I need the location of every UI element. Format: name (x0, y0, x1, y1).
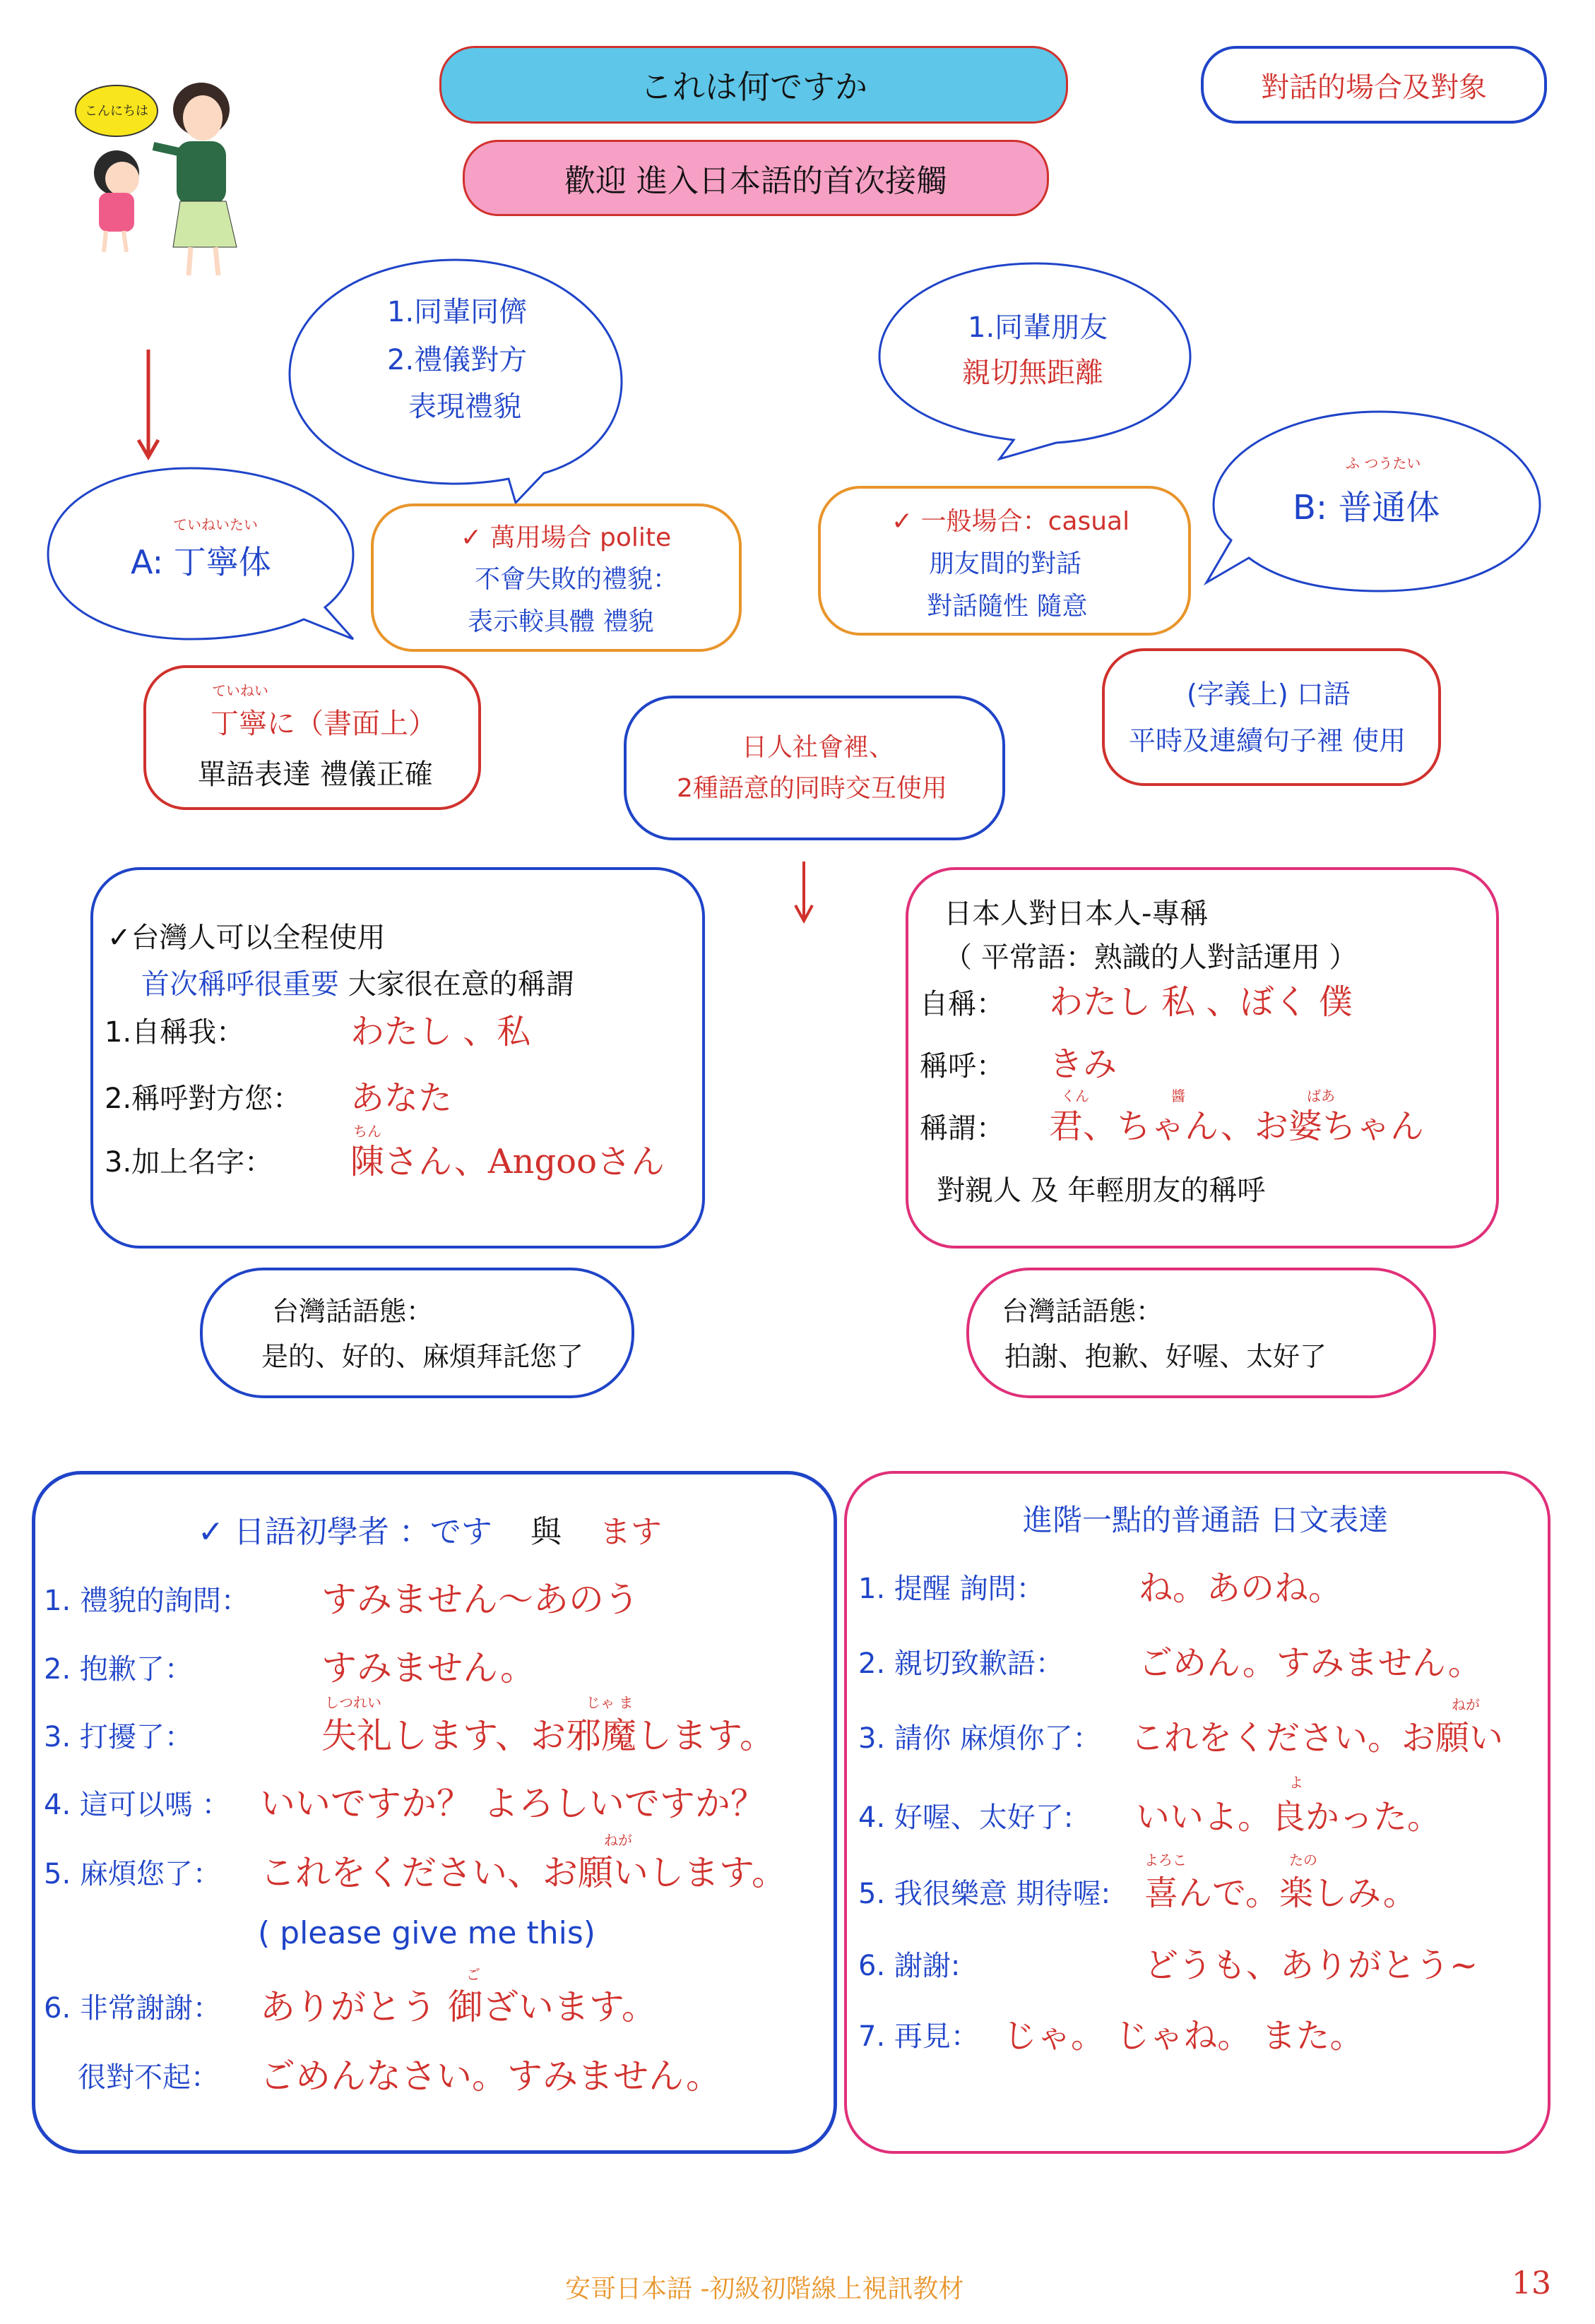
taiwan-line1 (107, 915, 386, 955)
teinei-ni-line2: 單語表達 禮儀正確 (198, 758, 433, 791)
taiwan-line1-text: ✓台灣人可以全程使用 (107, 922, 386, 954)
advanced-row1-label: 1. 提醒 詢問： (858, 1573, 1045, 1605)
advanced-row4-value: いいよ。良かった。 (1136, 1797, 1442, 1837)
beginner-ruby-go: ご (466, 1966, 480, 1983)
kougo-line1: (字義上) 口語 (1187, 679, 1351, 710)
beginner-row3-value: 失礼します、お邪魔します。 (321, 1715, 775, 1756)
advanced-ruby-yo: よ (1289, 1774, 1303, 1791)
advanced-row4-label: 4. 好喔、太好了: (858, 1801, 1074, 1834)
advanced-row6-label: 6. 謝謝: (858, 1950, 961, 1982)
speech-text: こんにちは (85, 104, 148, 119)
greeting-illustration (67, 67, 258, 279)
japan-ruby-baa: ばあ (1307, 1087, 1335, 1104)
beginner-row5-value: これをください、お願いします。 (260, 1852, 787, 1893)
japan-row2-value: きみ (1049, 1044, 1117, 1084)
taiwan-talk-left-line1: 台灣話語態： (272, 1296, 434, 1327)
page-number: 13 (1512, 2265, 1551, 2301)
topic-label: 對話的場合及對象 (1201, 46, 1547, 124)
beginner-title-with: 與 (530, 1514, 562, 1550)
beginner-title-check: ✓ 日語初學者 ：です (198, 1514, 492, 1550)
beginner-row5-english: ( please give me this) (258, 1915, 595, 1951)
beginner-row2-value: すみません。 (321, 1647, 535, 1688)
beginner-row6-label: 6. 非常謝謝： (44, 1992, 221, 2025)
center-line2: 2種語意的同時交互使用 (677, 774, 947, 803)
advanced-row3-value: これをください。お願い (1130, 1718, 1504, 1758)
taiwan-line2-blue: 首次稱呼很重要 (141, 968, 339, 1001)
casual-line3: 對話隨性 隨意 (927, 592, 1088, 621)
polite-line1: ✓ 萬用場合 polite (461, 523, 672, 552)
taiwan-row3-label: 3.加上名字： (105, 1146, 273, 1179)
arrow-down-icon (134, 350, 162, 463)
center-line1: 日人社會裡、 (742, 733, 895, 762)
beginner-row1-value: すみません〜あのう (321, 1579, 639, 1620)
taiwan-talk-right-box (966, 1268, 1436, 1398)
taiwan-talk-right-line1: 台灣話語態： (1002, 1296, 1163, 1327)
arrow-down-small-icon (790, 862, 818, 925)
advanced-row2-label: 2. 親切致歉語： (858, 1647, 1064, 1680)
beginner-row4-value: いいですか？ よろしいですか？ (260, 1783, 766, 1824)
taiwan-row2-label: 2.稱呼對方您： (105, 1083, 302, 1115)
taiwan-row2-value: あなた (350, 1078, 453, 1118)
beginner-row4-label: 4. 這可以嗎 ： (44, 1789, 230, 1821)
advanced-row3-label: 3. 請你 麻煩你了： (858, 1722, 1101, 1755)
taiwan-row1-value: わたし 、私 (350, 1012, 531, 1051)
polite-line2: 不會失敗的禮貌： (475, 565, 679, 594)
japan-row3-value: 君、ちゃん、お婆ちゃん (1049, 1107, 1424, 1146)
taiwan-line2-black: 大家很在意的稱謂 (339, 968, 574, 1001)
bubble-right-text2: 親切無距離 (962, 357, 1103, 389)
japan-row1-value: わたし 私 、ぼく 僕 (1049, 982, 1353, 1022)
advanced-ruby-yoroko: よろこ (1144, 1852, 1187, 1869)
teinei-ni-line1: 丁寧に（書面上） (211, 708, 437, 740)
japan-line1: 日本人對日本人-專稱 (944, 898, 1209, 930)
japan-row3-label: 稱謂： (920, 1112, 1004, 1145)
taiwan-row1-label: 1.自稱我： (105, 1016, 245, 1049)
beginner-row5-label: 5. 麻煩您了： (44, 1858, 221, 1890)
advanced-row7-value: じゃ。 じゃね。 また。 (1003, 2016, 1364, 2056)
japan-row1-label: 自稱： (920, 988, 1004, 1020)
beginner-title-masu: ます (599, 1514, 662, 1550)
polite-line3: 表示較具體 禮貌 (468, 607, 654, 636)
bubble-left-text3: 表現禮貌 (408, 391, 521, 423)
footer-text: 安哥日本語 -初級初階線上視訊教材 (565, 2275, 964, 2304)
advanced-ruby-nega: ねが (1452, 1696, 1480, 1713)
advanced-row6-value: どうも、ありがとう~ (1144, 1945, 1478, 1985)
advanced-row1-value: ね。あのね。 (1139, 1568, 1343, 1608)
advanced-row7-label: 7. 再見： (858, 2020, 979, 2053)
taiwan-row3-ruby: ちん (353, 1123, 381, 1140)
japan-footer: 對親人 及 年輕朋友的稱呼 (937, 1174, 1266, 1207)
advanced-title: 進階一點的普通語 日文表達 (1023, 1503, 1389, 1537)
taiwan-row3-value: 陳さん、Angooさん (350, 1142, 665, 1181)
beginner-ruby-shitsurei: しつれい (325, 1694, 381, 1711)
taiwan-line2 (141, 962, 574, 1002)
teinei-ruby: ていねいたい (173, 516, 258, 533)
subtitle-banner: 歡迎 進入日本語的首次接觸 (463, 140, 1049, 216)
beginner-row2-label: 2. 抱歉了： (44, 1653, 193, 1686)
casual-line1: ✓ 一般場合：casual (891, 507, 1130, 536)
japan-line2: （ 平常語：熟識的人對話運用 ） (944, 941, 1358, 974)
advanced-ruby-tano: たの (1289, 1852, 1317, 1869)
bubble-right-text1: 1.同輩朋友 (968, 311, 1108, 344)
beginner-title (198, 1506, 662, 1551)
taiwan-talk-left-box (200, 1268, 634, 1398)
beginner-ruby-nega: ねが (604, 1832, 632, 1849)
beginner-row6-value: ありがとう 御ざいます。 (260, 1986, 657, 2027)
beginner-row1-label: 1. 禮貌的詢問： (44, 1585, 249, 1617)
futsuu-label: B: 普通体 (1293, 488, 1440, 528)
casual-line2: 朋友間的對話 (929, 549, 1082, 578)
advanced-row5-label: 5. 我很樂意 期待喔: (858, 1878, 1111, 1910)
beginner-row7-label: 很對不起： (78, 2061, 219, 2094)
bubble-left-text1-full: 1.同輩同儕 (387, 296, 528, 328)
advanced-row5-value: 喜んで。楽しみ。 (1144, 1873, 1417, 1913)
advanced-row2-value: ごめん。すみません。 (1139, 1643, 1482, 1683)
taiwan-talk-right-line2: 拍謝、抱歉、好喔、太好了 (1004, 1341, 1327, 1372)
teinei-ni-ruby: ていねい (212, 682, 268, 699)
japan-ruby-jiang: 醬 (1171, 1087, 1185, 1104)
kougo-line2: 平時及連續句子裡 使用 (1129, 725, 1406, 756)
bubble-left-text2: 2.禮儀對方 (387, 344, 528, 376)
japan-row2-label: 稱呼： (920, 1050, 1004, 1083)
teinei-label: A: 丁寧体 (131, 543, 271, 581)
beginner-row3-label: 3. 打擾了： (44, 1721, 193, 1753)
futsuu-ruby: ふ つうたい (1346, 455, 1421, 472)
beginner-row7-value: ごめんなさい。すみません。 (260, 2056, 721, 2097)
page-title: これは何ですか (439, 46, 1068, 124)
kougo-box (1102, 648, 1441, 786)
taiwan-talk-left-line2: 是的、好的、麻煩拜託您了 (261, 1341, 584, 1372)
japan-ruby-kun: くん (1061, 1087, 1089, 1104)
beginner-ruby-jama: じゃ ま (586, 1694, 634, 1711)
